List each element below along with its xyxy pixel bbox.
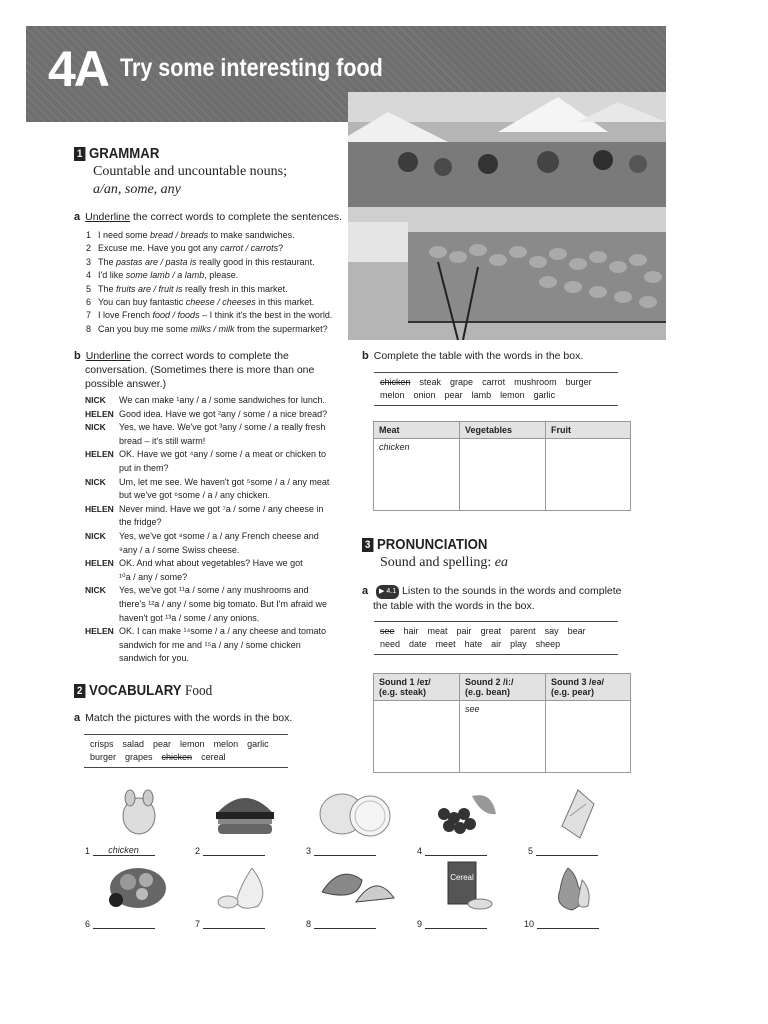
sound-1-cell[interactable] <box>374 701 460 773</box>
box-word: pear <box>444 390 463 400</box>
box-word: hair <box>403 626 419 636</box>
speaker: NICK <box>85 530 106 541</box>
cereal-logo: Cereal <box>450 873 474 882</box>
box-word: crisps <box>90 739 114 749</box>
word-row <box>380 389 612 402</box>
turn-line[interactable]: put in them? <box>119 462 169 473</box>
box-word: meet <box>435 639 456 649</box>
header-meat: Meat <box>374 422 460 439</box>
box-word: salad <box>122 739 145 749</box>
box-word: garlic <box>247 739 269 749</box>
chicken-picture <box>118 786 160 843</box>
grammar-sentence-list <box>86 229 332 336</box>
sentence-text: to make sandwiches. <box>208 230 295 240</box>
turn-text <box>119 421 325 448</box>
sentence-item <box>86 256 332 269</box>
word-row <box>380 376 612 389</box>
turn-line[interactable]: Um, let me see. We haven't got ⁵some / a / any meat <box>119 476 330 487</box>
sentence-text: from the supermarket? <box>234 323 328 334</box>
sentence-number: 4 <box>86 270 92 281</box>
sentence-text: Excuse me. Have you got any <box>98 243 221 254</box>
sound-2-cell[interactable]: see <box>460 701 546 773</box>
sentence-text: in this market. <box>255 297 315 308</box>
turn-line[interactable]: there's ¹²a / any / some big tomato. But I'm afraid we <box>119 598 328 609</box>
box-word: pear <box>153 739 172 749</box>
box-word: parent <box>510 626 536 636</box>
sentence-text: I love French <box>98 310 153 321</box>
sentence-text: The <box>98 256 117 267</box>
box-word: burger <box>90 752 117 762</box>
sound-title: Sound 1 /eɪ/ <box>379 677 431 687</box>
salad-picture <box>98 862 170 917</box>
word-row <box>380 625 612 638</box>
box-word: chicken <box>380 377 411 387</box>
sentence-text: really fresh in this market. <box>182 283 288 294</box>
sound-2-header <box>460 674 546 701</box>
sentence-options[interactable]: bread / breads <box>150 230 209 240</box>
speaker: HELEN <box>85 408 114 419</box>
sentence-item <box>86 269 332 282</box>
answer-4-field[interactable] <box>425 845 487 856</box>
box-word: say <box>544 626 559 636</box>
sentence-number: 7 <box>86 310 92 321</box>
turn-line[interactable]: Yes, we've got ⁸some / a / any French cheese and <box>119 530 319 541</box>
sentence-item <box>86 242 332 255</box>
answer-2: 2 <box>195 845 265 856</box>
turn-line[interactable]: Yes, we've got ¹¹a / some / any mushrooms and <box>119 585 309 596</box>
conversation-turn <box>85 625 345 666</box>
turn-line[interactable]: the fridge? <box>119 517 162 528</box>
box-word: pair <box>456 626 472 636</box>
turn-line[interactable]: Yes, we have. We've got ³any / some / a really fresh <box>119 422 326 433</box>
conversation-turn <box>85 394 345 408</box>
melon-picture <box>318 862 396 917</box>
word-row <box>90 738 282 751</box>
box-word: chicken <box>161 752 193 762</box>
speaker: NICK <box>85 476 106 487</box>
grammar-b-instruction: b Underline the correct words to complete the conversation. (Sometimes there is more than one possible answer.) <box>74 350 315 390</box>
sentence-item <box>86 323 332 336</box>
speaker: HELEN <box>85 449 114 460</box>
table-b-instruction: b Complete the table with the words in the box. <box>362 350 584 362</box>
vegetables-cell[interactable] <box>460 439 546 511</box>
turn-line[interactable]: ¹⁰a / any / some? <box>119 571 188 582</box>
turn-text <box>119 394 325 408</box>
box-word: great <box>480 626 502 636</box>
turn-line[interactable]: ⁹any / a / some Swiss cheese. <box>119 544 240 555</box>
grammar-a-instruction: a Underline the correct words to complete the sentences. <box>74 211 342 223</box>
box-word: lemon <box>500 390 525 400</box>
crisps-picture <box>552 786 600 847</box>
turn-text <box>119 625 326 666</box>
conversation <box>85 394 345 666</box>
sentence-number: 6 <box>86 297 92 308</box>
word-row <box>380 638 612 651</box>
turn-line[interactable]: bread – it's still warm! <box>119 435 206 446</box>
sound-example: (e.g. pear) <box>551 687 595 697</box>
speaker: HELEN <box>85 558 114 569</box>
turn-text <box>119 503 323 530</box>
box-word: need <box>380 639 401 649</box>
turn-line[interactable]: OK. And what about vegetables? Have we got <box>119 558 303 569</box>
header-vegetables: Vegetables <box>460 422 546 439</box>
turn-text <box>119 557 303 584</box>
answer-5: 5 <box>528 845 598 856</box>
answer-8-field[interactable] <box>314 918 376 929</box>
box-word: grapes <box>125 752 153 762</box>
sentence-options[interactable]: cheese / cheeses <box>185 297 256 308</box>
box-word: see <box>380 626 395 636</box>
sentence-item <box>86 309 332 322</box>
turn-text <box>119 408 327 422</box>
answer-2-field[interactable] <box>203 845 265 856</box>
sentence-text: You can buy fantastic <box>98 297 186 308</box>
header-fruit: Fruit <box>546 422 631 439</box>
conversation-turn <box>85 448 345 475</box>
box-word: bear <box>567 626 586 636</box>
sentence-text: Can you buy me some <box>98 323 191 334</box>
vocabulary-a-instruction: a Match the pictures with the words in the box. <box>74 712 293 724</box>
word-box-sounds <box>374 621 618 655</box>
answer-1: 1 chicken <box>85 845 155 856</box>
box-word: steak <box>419 377 442 387</box>
box-word: lemon <box>180 739 205 749</box>
conversation-turn <box>85 557 345 584</box>
answer-6: 6 <box>85 918 155 929</box>
turn-text <box>119 448 326 475</box>
speaker: NICK <box>85 422 106 433</box>
sentence-text: I'd like <box>98 270 126 281</box>
cereal-picture <box>444 858 494 919</box>
conversation-turn <box>85 503 345 530</box>
sound-title: Sound 3 /eə/ <box>551 677 605 687</box>
answer-7-field[interactable] <box>203 918 265 929</box>
box-word: onion <box>413 390 436 400</box>
sound-title: Sound 2 /iː/ <box>465 677 514 687</box>
turn-line[interactable]: haven't got ¹³a / some / any onions. <box>119 612 260 623</box>
sentence-options[interactable]: milks / milk <box>190 323 235 334</box>
grammar-subtitle-1: Countable and uncountable nouns; <box>93 164 288 179</box>
turn-line[interactable]: sandwich for me and ¹⁵a / any / some chicken <box>119 639 301 650</box>
sound-3-header <box>546 674 631 701</box>
sentence-text: I need some <box>98 230 151 240</box>
box-word: air <box>491 639 502 649</box>
turn-line[interactable]: OK. Have we got ⁴any / some / a meat or chicken to <box>119 449 326 460</box>
box-word: meat <box>427 626 448 636</box>
box-word: lamb <box>471 390 492 400</box>
lemon-picture <box>318 790 392 843</box>
sound-1-header <box>374 674 460 701</box>
turn-line[interactable]: sandwich for you. <box>119 653 190 664</box>
sound-example: (e.g. bean) <box>465 687 511 697</box>
box-word: carrot <box>482 377 506 387</box>
conversation-turn <box>85 476 345 503</box>
sentence-options[interactable]: food / foods <box>152 310 200 321</box>
box-word: melon <box>213 739 239 749</box>
grammar-subtitle-2: a/an, some, any <box>93 182 181 197</box>
box-word: garlic <box>533 390 556 400</box>
sentence-item <box>86 283 332 296</box>
page-title: Try some interesting food <box>120 54 383 82</box>
box-word: sheep <box>535 639 561 649</box>
grapes-picture <box>432 786 500 845</box>
vocabulary-heading: 2 VOCABULARY Food <box>74 682 212 700</box>
sentence-text: , please. <box>204 270 239 281</box>
grammar-heading: 1 GRAMMAR <box>74 145 159 162</box>
pronunciation-subtitle: Sound and spelling: ea <box>380 555 508 570</box>
answer-6-field[interactable] <box>93 918 155 929</box>
food-type-table <box>373 421 631 511</box>
sentence-text: really good in this restaurant. <box>196 256 315 267</box>
turn-line[interactable]: We can make ¹any / a / some sandwiches for lunch. <box>119 395 325 405</box>
conversation-turn <box>85 421 345 448</box>
sentence-text: The <box>98 283 117 294</box>
sentence-item <box>86 229 332 242</box>
answer-9: 9 <box>417 918 487 929</box>
box-word: grape <box>450 377 474 387</box>
box-word: date <box>409 639 427 649</box>
sentence-options[interactable]: pastas are / pasta is <box>116 256 197 267</box>
speaker: NICK <box>85 395 106 405</box>
conversation-turn <box>85 530 345 557</box>
market-photo <box>348 92 666 340</box>
answer-10-field[interactable] <box>537 918 599 929</box>
turn-text <box>119 476 329 503</box>
sentence-item <box>86 296 332 309</box>
pronunciation-heading: 3 PRONUNCIATION <box>362 536 487 553</box>
answer-3-field[interactable] <box>314 845 376 856</box>
speaker: NICK <box>85 585 106 596</box>
word-row <box>90 751 282 764</box>
sentence-number: 5 <box>86 283 92 294</box>
unit-number: 4A <box>48 41 108 97</box>
answer-7: 7 <box>195 918 265 929</box>
answer-9-field[interactable] <box>425 918 487 929</box>
answer-3: 3 <box>306 845 376 856</box>
fruit-cell[interactable] <box>546 439 631 511</box>
sentence-text: – I think it's the best in the world. <box>199 310 333 321</box>
word-box-food-types <box>374 372 618 406</box>
word-box-vocabulary <box>84 734 288 768</box>
answer-8: 8 <box>306 918 376 929</box>
answer-1-field[interactable]: chicken <box>93 845 155 856</box>
turn-line[interactable]: Good idea. Have we got ²any / some / a nice bread? <box>119 408 328 419</box>
conversation-turn <box>85 408 345 422</box>
box-word: melon <box>380 390 405 400</box>
sentence-options[interactable]: fruits are / fruit is <box>116 283 183 294</box>
answer-5-field[interactable] <box>536 845 598 856</box>
sentence-text: ? <box>278 243 284 254</box>
audio-icon[interactable]: ▶ 4.1 <box>376 585 399 599</box>
sentence-number: 2 <box>86 243 92 254</box>
box-word: mushroom <box>514 377 557 387</box>
sentence-number: 8 <box>86 323 92 334</box>
box-word: cereal <box>201 752 226 762</box>
turn-text <box>119 584 327 625</box>
sentence-number: 1 <box>86 230 92 240</box>
sentence-number: 3 <box>86 256 92 267</box>
pear-picture <box>548 860 598 919</box>
speaker: HELEN <box>85 626 114 637</box>
burger-picture <box>212 790 278 843</box>
answer-10: 10 <box>524 918 599 929</box>
sentence-options[interactable]: carrot / carrots <box>220 243 279 254</box>
conversation-turn <box>85 584 345 625</box>
turn-line[interactable]: OK. I can make ¹⁴some / a / any cheese and tomato <box>119 626 326 637</box>
meat-cell[interactable]: chicken <box>374 439 460 511</box>
sentence-options[interactable]: some lamb / a lamb <box>125 270 205 281</box>
sound-example: (e.g. steak) <box>379 687 427 697</box>
sound-table <box>373 673 631 773</box>
garlic-picture <box>212 862 278 917</box>
pronunciation-a-instruction: a ▶ 4.1 Listen to the sounds in the words and complete the table with the words in the box. <box>362 585 622 612</box>
box-word: hate <box>464 639 483 649</box>
speaker: HELEN <box>85 503 114 514</box>
turn-text <box>119 530 319 557</box>
turn-line[interactable]: but we've got ⁶some / a / any chicken. <box>119 490 271 501</box>
turn-line[interactable]: Never mind. Have we got ⁷a / some / any cheese in <box>119 503 324 514</box>
sound-3-cell[interactable] <box>546 701 631 773</box>
box-word: play <box>510 639 527 649</box>
answer-4: 4 <box>417 845 487 856</box>
box-word: burger <box>565 377 592 387</box>
